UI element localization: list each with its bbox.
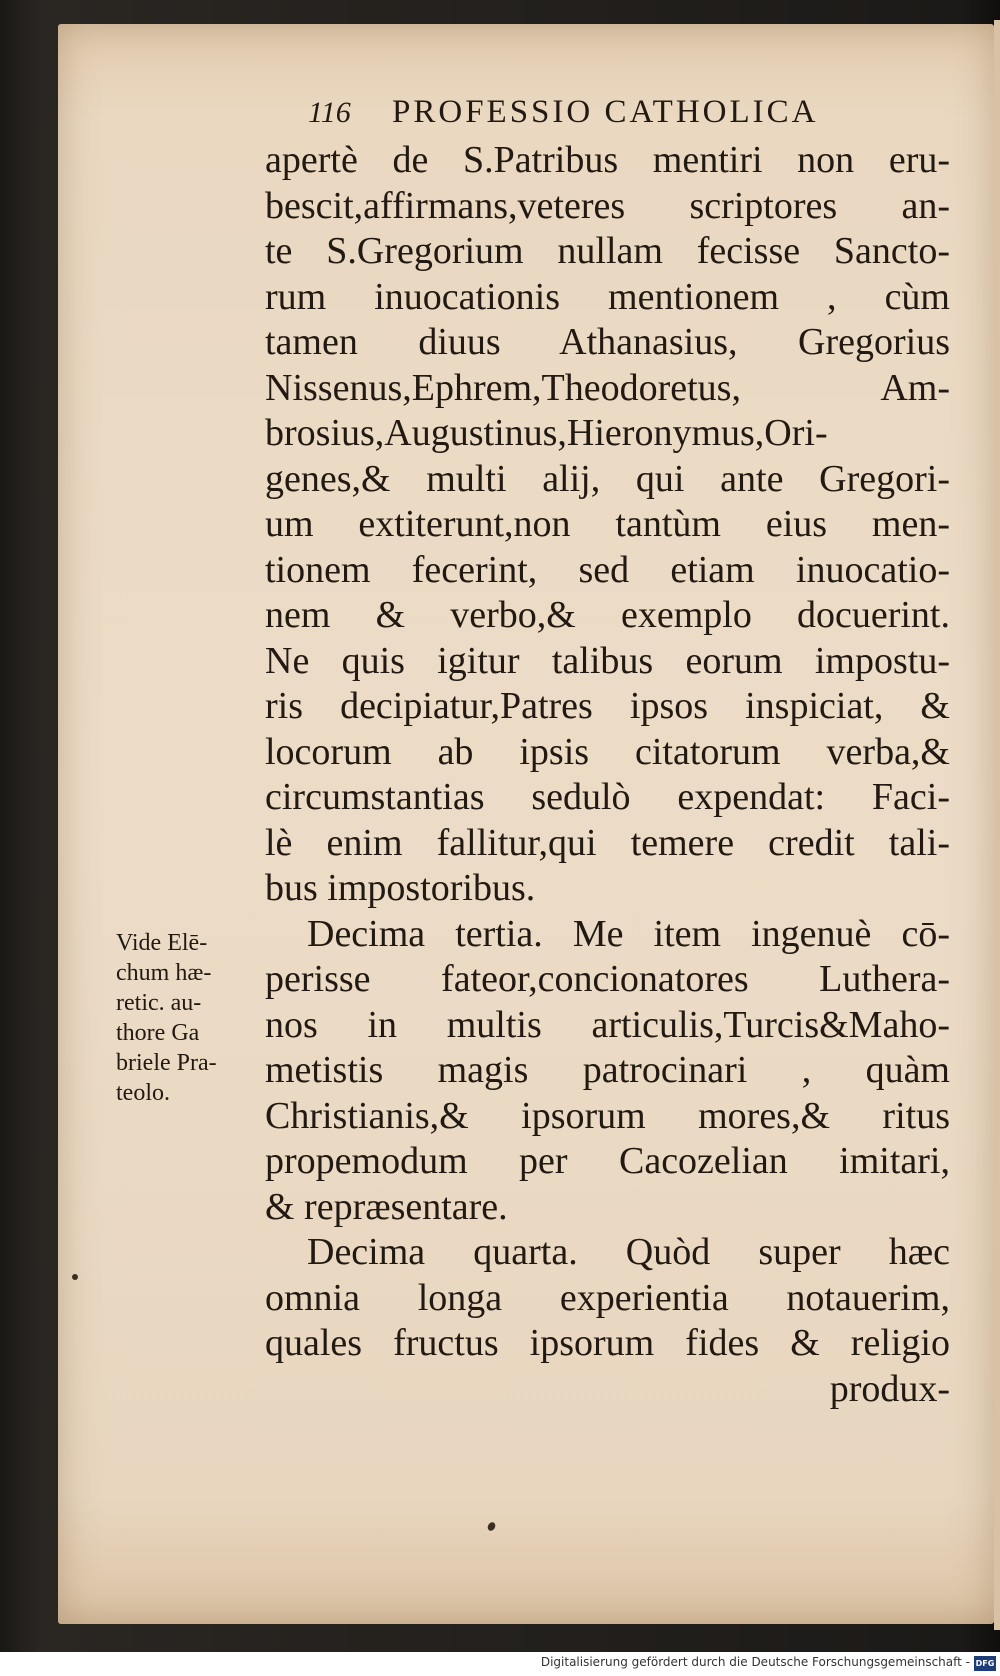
- dfg-logo-icon: DFG: [974, 1656, 996, 1671]
- text-line: tamen diuus Athanasius, Gregorius: [265, 321, 950, 363]
- text-line: Nissenus,Ephrem,Theodoretus, Am-: [265, 366, 950, 409]
- footer-credit: Digitalisierung gefördert durch die Deutsche Forschungsgemeinschaft -: [540, 1655, 970, 1669]
- text-line: omnia longa experientia notauerim,: [265, 1276, 950, 1319]
- text-line: propemodum per Cacozelian imitari,: [265, 1140, 950, 1182]
- text-line: Christianis,& ipsorum mores,& ritus: [265, 1094, 950, 1137]
- text-line: te S.Gregorium nullam fecisse Sancto-: [265, 230, 950, 272]
- catchword: produx-: [829, 1367, 950, 1410]
- paragraph-start-line: Decima quarta. Quòd super hæc: [307, 1231, 950, 1273]
- text-line: Ne quis igitur talibus eorum impostu-: [265, 639, 950, 682]
- page-number: 116: [308, 96, 351, 129]
- margin-note-line: chum hæ-: [116, 960, 212, 986]
- text-line: locorum ab ipsis citatorum verba,&: [265, 730, 950, 773]
- text-line: perisse fateor,concionatores Luthera-: [265, 958, 950, 1000]
- text-line: quales fructus ipsorum fides & religio: [265, 1322, 950, 1364]
- text-line: lè enim fallitur,qui temere credit tali-: [265, 821, 950, 864]
- running-title: PROFESSIO CATHOLICA: [392, 94, 819, 130]
- text-line: tionem fecerint, sed etiam inuocatio-: [265, 548, 950, 591]
- margin-note-line: Vide Elē-: [116, 930, 208, 956]
- text-line: ris decipiatur,Patres ipsos inspiciat, &: [265, 685, 950, 727]
- text-line: & repræsentare.: [265, 1185, 508, 1228]
- text-line: rum inuocationis mentionem , cùm: [265, 275, 950, 318]
- paragraph-start-line: Decima tertia. Me item ingenuè cō-: [307, 912, 950, 955]
- text-line: um extiterunt,non tantùm eius men-: [265, 503, 950, 545]
- margin-note: [116, 928, 244, 1108]
- text-line: genes,& multi alij, qui ante Gregori-: [265, 457, 950, 500]
- text-line: circumstantias sedulò expendat: Faci-: [265, 776, 950, 818]
- page-header: [308, 92, 908, 142]
- text-line: bescit,affirmans,veteres scriptores an-: [265, 184, 950, 227]
- margin-note-line: teolo.: [116, 1080, 170, 1106]
- text-line: bus impostoribus.: [265, 867, 536, 909]
- page-edge: [994, 20, 1000, 1630]
- margin-note-line: briele Pra-: [116, 1050, 217, 1076]
- ink-speck: [72, 1274, 78, 1280]
- text-line: nos in multis articulis,Turcis&Maho-: [265, 1003, 950, 1046]
- text-line: nem & verbo,& exemplo docuerint.: [265, 594, 950, 636]
- margin-note-line: retic. au-: [116, 990, 202, 1016]
- text-line: brosius,Augustinus,Hieronymus,Ori-: [265, 412, 828, 454]
- body-text: [265, 138, 950, 1412]
- text-line: metistis magis patrocinari , quàm: [265, 1049, 950, 1091]
- text-line: apertè de S.Patribus mentiri non eru-: [265, 139, 950, 181]
- footer-bar: [0, 1652, 1000, 1676]
- margin-note-line: thore Ga: [116, 1020, 200, 1046]
